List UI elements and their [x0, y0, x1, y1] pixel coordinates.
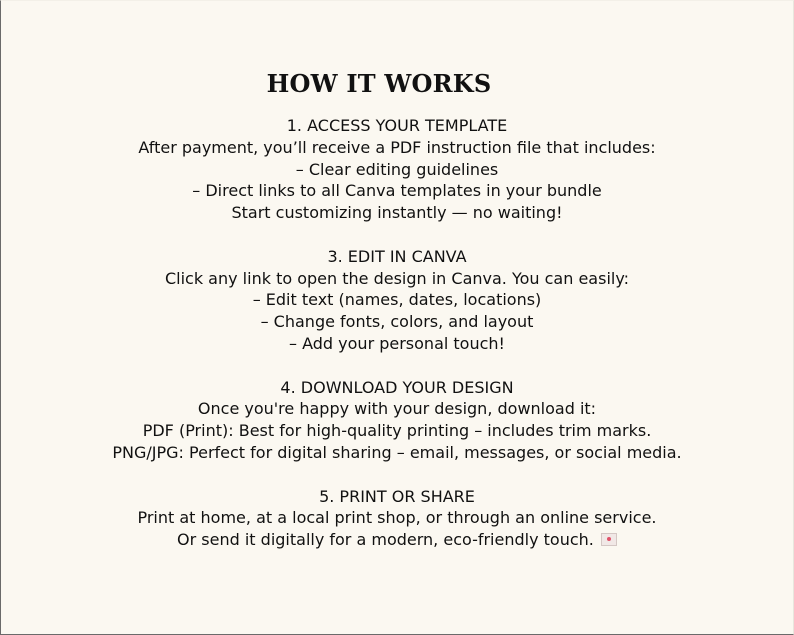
instruction-line: After payment, you’ll receive a PDF instruction file that includes: [138, 137, 656, 157]
section-download-design [0, 377, 794, 464]
section-heading: 1. ACCESS YOUR TEMPLATE [286, 116, 508, 135]
instruction-line: – Edit text (names, dates, locations) [252, 290, 542, 310]
instructions-content [0, 115, 794, 573]
section-edit-in-canva [0, 246, 794, 355]
love-letter-icon [601, 533, 617, 546]
instruction-text: Or send it digitally for a modern, eco-friendly touch. [177, 530, 594, 550]
page-title: HOW IT WORKS [266, 69, 492, 99]
instruction-line-with-icon [0, 529, 794, 551]
instruction-line: PNG/JPG: Perfect for digital sharing – email, messages, or social media. [112, 442, 682, 462]
instruction-line: – Add your personal touch! [289, 333, 505, 353]
instruction-line: – Clear editing guidelines [295, 159, 499, 179]
instruction-line: Once you're happy with your design, download it: [197, 399, 597, 419]
instruction-line: PDF (Print): Best for high-quality printing – includes trim marks. [142, 421, 652, 441]
section-heading: 5. PRINT OR SHARE [319, 486, 475, 506]
section-access-template [0, 115, 794, 224]
section-print-or-share [0, 486, 794, 551]
instruction-line: Start customizing instantly — no waiting! [231, 203, 563, 223]
section-heading: 3. EDIT IN CANVA [327, 246, 467, 266]
instruction-line: Click any link to open the design in Canva. You can easily: [164, 268, 630, 288]
instruction-line: Print at home, at a local print shop, or through an online service. [137, 508, 657, 528]
instruction-line: – Direct links to all Canva templates in your bundle [192, 181, 602, 201]
section-heading: 4. DOWNLOAD YOUR DESIGN [280, 377, 514, 397]
instruction-line: – Change fonts, colors, and layout [260, 312, 534, 332]
